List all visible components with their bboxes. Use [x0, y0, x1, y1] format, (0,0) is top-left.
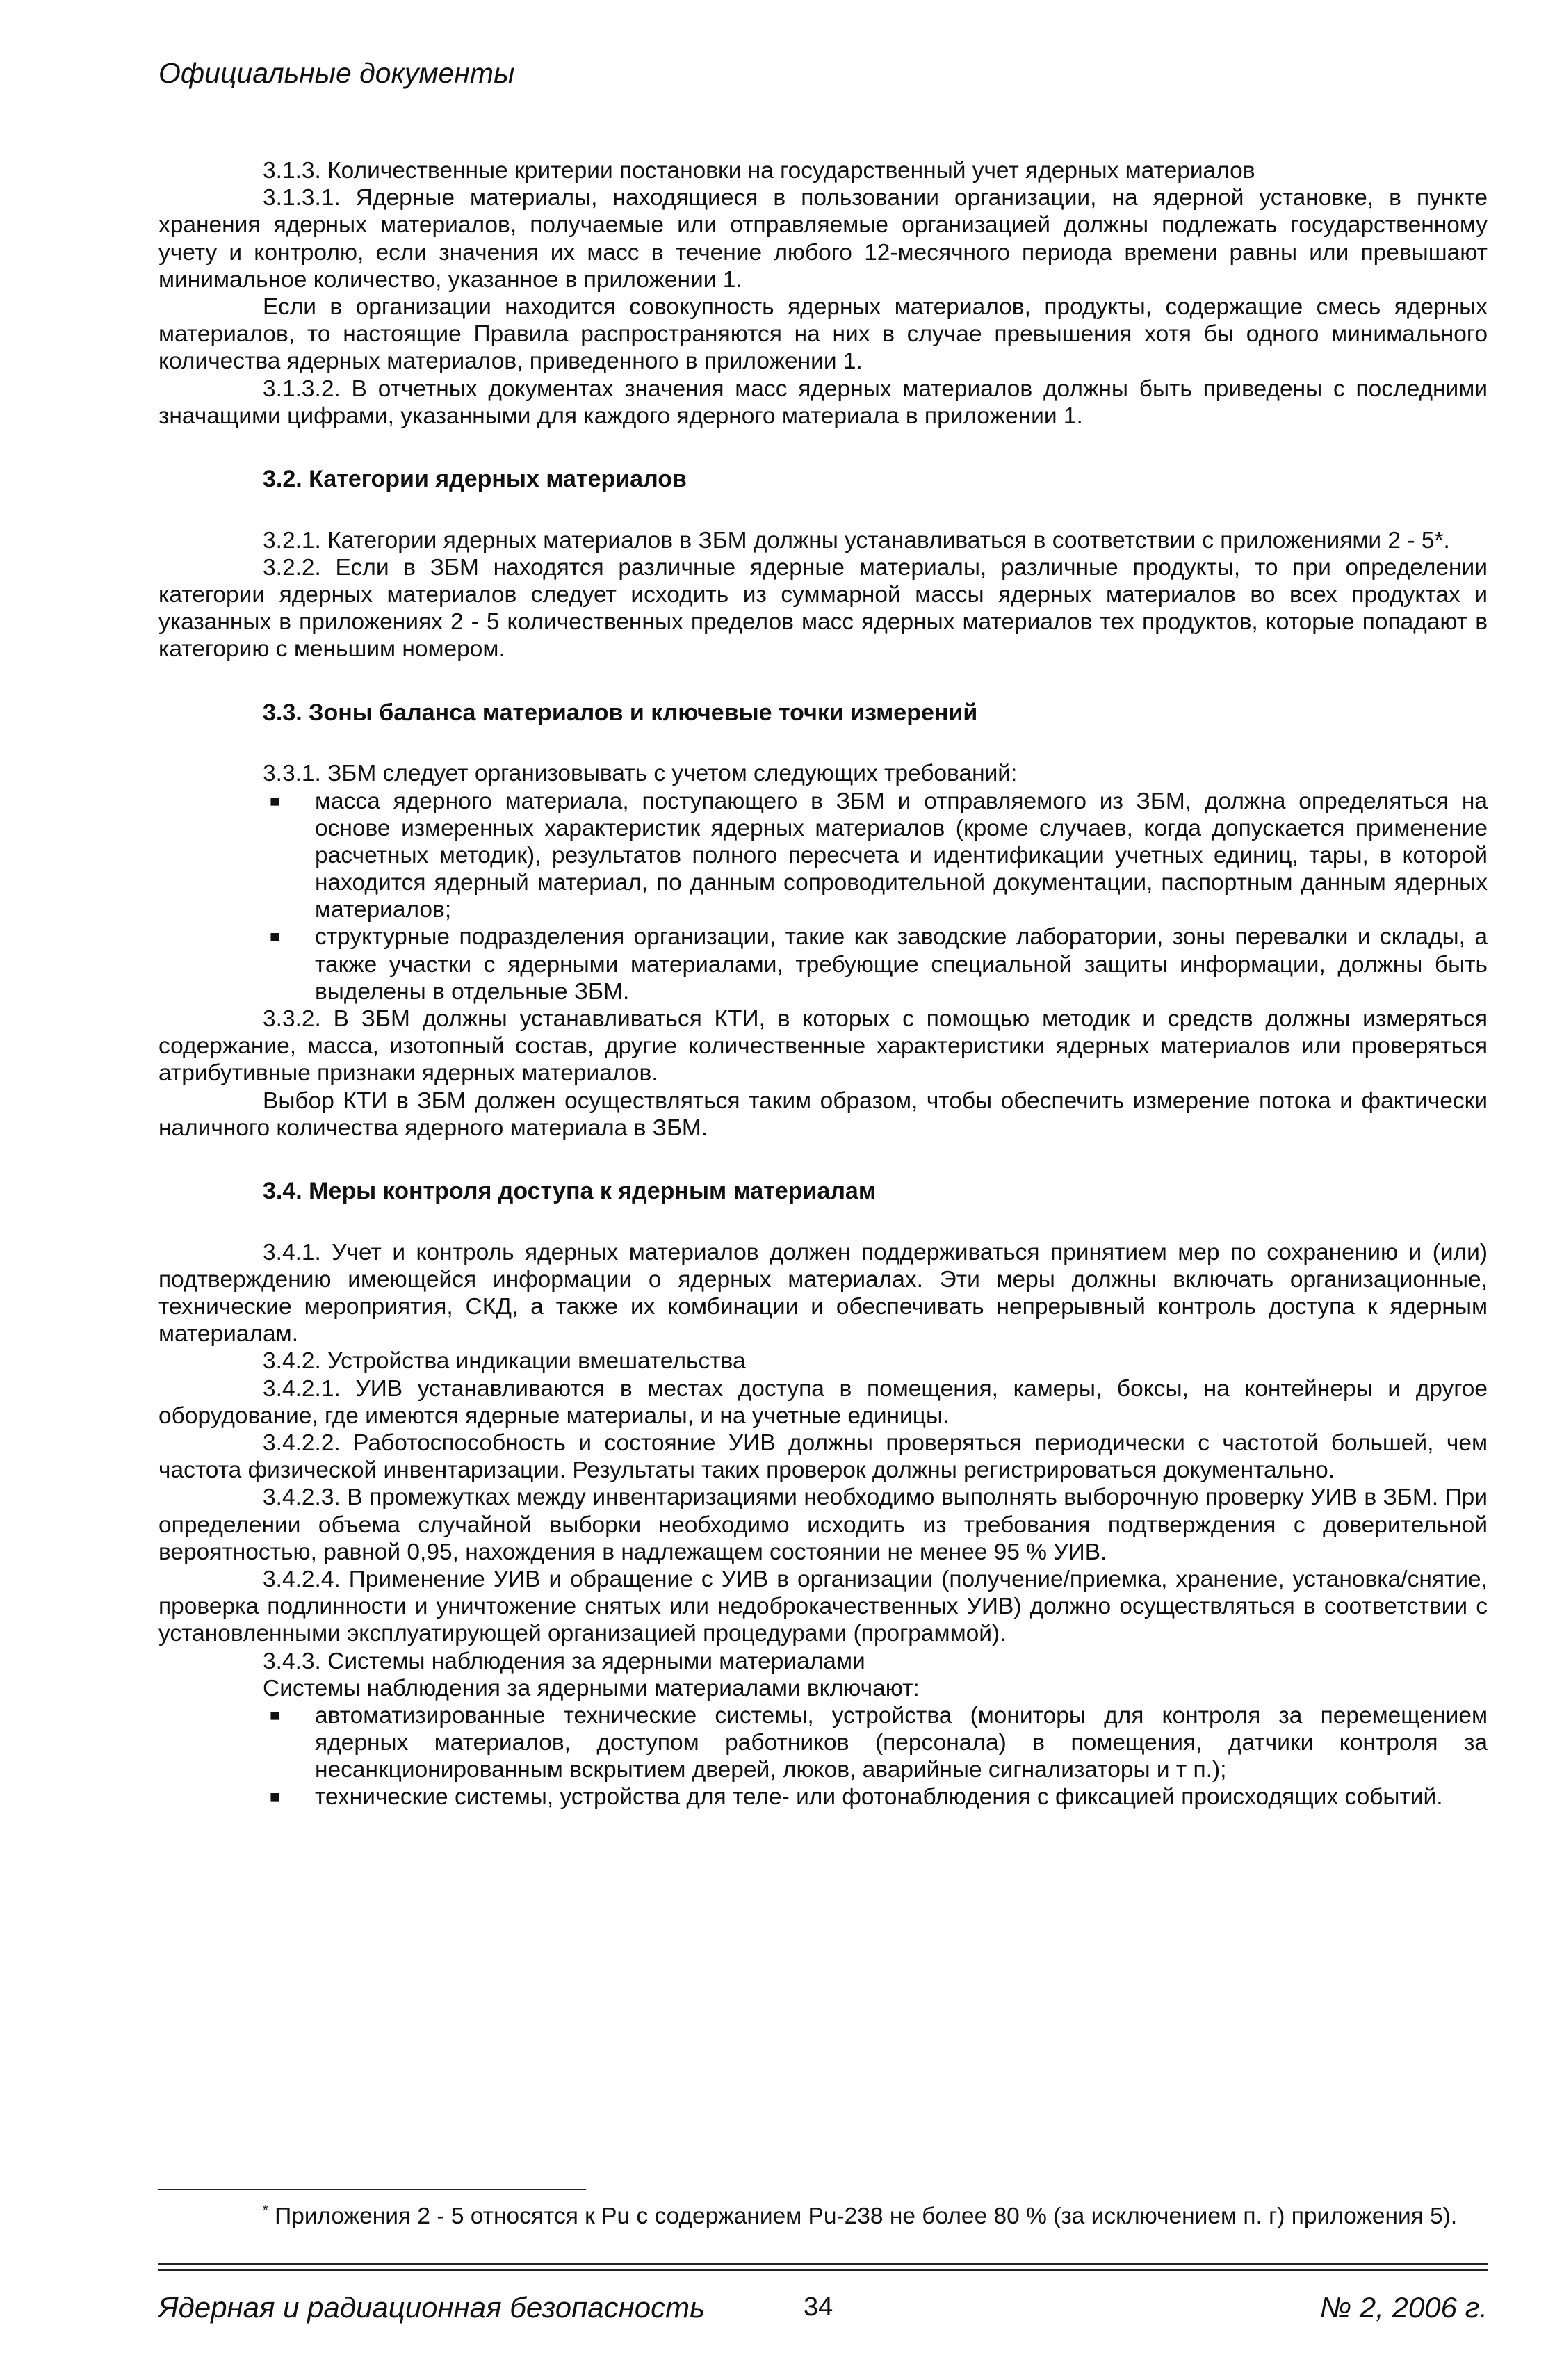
paragraph-3-4-3: 3.4.3. Системы наблюдения за ядерными материалами	[263, 1648, 865, 1674]
bullet-icon: ■	[270, 791, 280, 811]
footnote	[158, 2203, 1488, 2230]
bullet-icon: ■	[270, 928, 280, 947]
paragraph-3-4-2-1: 3.4.2.1. УИВ устанавливаются в местах доступа в помещения, камеры, боксы, на контейнеры и другое оборудование, где имеются ядерные материалы, и на учетные единицы.	[158, 1375, 1488, 1429]
section-3-1-3-title: 3.1.3. Количественные критерии постановки на государственный учет ядерных материалов	[263, 158, 1255, 184]
page-number: 34	[804, 2292, 833, 2322]
footer-journal-title: Ядерная и радиационная безопасность	[158, 2291, 706, 2324]
bullet-icon: ■	[270, 1788, 280, 1807]
paragraph-3-2-1: 3.2.1. Категории ядерных материалов в ЗБМ должны устанавливаться в соответствии с приложениями 2 - 5*.	[263, 527, 1450, 553]
footer-issue: № 2, 2006 г.	[1319, 2291, 1488, 2324]
paragraph-3-3-2-continued: Выбор КТИ в ЗБМ должен осуществляться таким образом, чтобы обеспечить измерение потока и фактически наличного количества ядерного материала в ЗБМ.	[158, 1087, 1488, 1141]
list-item: ■ структурные подразделения организации, такие как заводские лаборатории, зоны перевалки и склады, а также участки с ядерными материалами, требующие специальной защиты информации, должны быть выделены в отдельные ЗБМ.	[270, 924, 1488, 1005]
paragraph-3-3-2: 3.3.2. В ЗБМ должны устанавливаться КТИ, в которых с помощью методик и средств должны измеряться содержание, масса, изотопный состав, другие количественные характеристики ядерных материалов или проверяться атрибутивные признаки ядерных материалов.	[158, 1006, 1488, 1087]
paragraph-3-1-3-1: 3.1.3.1. Ядерные материалы, находящиеся в пользовании организации, на ядерной установке, в пункте хранения ядерных материалов, получаемые или отправляемые организацией должны подлежать государственному учету и контролю, если значения их масс в течение любого 12-месячного периода времени равны или превышают минимальное количество, указанное в приложении 1.	[158, 185, 1488, 293]
footer-divider-thin	[158, 2269, 1488, 2271]
paragraph-3-4-1: 3.4.1. Учет и контроль ядерных материалов должен поддерживаться принятием мер по сохранению и (или) подтверждению имеющейся информации о ядерных материалах. Эти меры должны включать организационные, технические мероприятия, СКД, а также их комбинации и обеспечивать непрерывный контроль доступа к ядерным материалам.	[158, 1239, 1488, 1347]
paragraph-3-4-2-4: 3.4.2.4. Применение УИВ и обращение с УИВ в организации (получение/приемка, хранение, установка/снятие, проверка подлинности и уничтожение снятых или недоброкачественных УИВ) должно осуществляться в соответствии с установленными эксплуатирующей организацией процедурами (программой).	[158, 1566, 1488, 1647]
paragraph-3-4-2: 3.4.2. Устройства индикации вмешательства	[263, 1348, 746, 1375]
list-3-3-1	[158, 788, 1488, 1006]
paragraph-3-4-2-2: 3.4.2.2. Работоспособность и состояние УИВ должны проверяться периодически с частотой большей, чем частота физической инвентаризации. Результаты таких проверок должны регистрироваться документально.	[158, 1430, 1488, 1484]
bullet-icon: ■	[270, 1706, 280, 1725]
paragraph-3-4-2-3: 3.4.2.3. В промежутках между инвентаризациями необходимо выполнять выборочную проверку УИВ в ЗБМ. При определении объема случайной выборки необходимо исходить из требования подтверждения с доверительной вероятностью, равной 0,95, нахождения в надлежащем состоянии не менее 95 % УИВ.	[158, 1484, 1488, 1565]
footer-divider-thick	[158, 2263, 1488, 2265]
document-body	[158, 157, 1488, 1811]
heading-3-4: 3.4. Меры контроля доступа к ядерным материалам	[263, 1177, 876, 1204]
page-header-title: Официальные документы	[158, 57, 515, 89]
footnote-mark: *	[263, 2203, 268, 2218]
paragraph-3-1-3-2: 3.1.3.2. В отчетных документах значения масс ядерных материалов должны быть приведены с последними значащими цифрами, указанными для каждого ядерного материала в приложении 1.	[158, 375, 1488, 429]
heading-3-3: 3.3. Зоны баланса материалов и ключевые точки измерений	[263, 699, 978, 726]
paragraph-3-4-3-intro: Системы наблюдения за ядерными материалами включают:	[263, 1675, 920, 1701]
list-item: ■ технические системы, устройства для теле- или фотонаблюдения с фиксацией происходящих событий.	[270, 1784, 1443, 1811]
list-item: ■ автоматизированные технические системы, устройства (мониторы для контроля за перемещением ядерных материалов, доступом работников (персонала) в помещения, датчики контроля за несанкционированным вскрытием дверей, люков, аварийные сигнализаторы и т п.);	[270, 1702, 1488, 1783]
footnote-divider	[158, 2189, 586, 2190]
heading-3-2: 3.2. Категории ядерных материалов	[263, 465, 687, 492]
list-3-4-3	[158, 1702, 1488, 1811]
paragraph-3-1-3-1-continued: Если в организации находится совокупность ядерных материалов, продукты, содержащие смесь ядерных материалов, то настоящие Правила распространяются на них в случае превышения хотя бы одного минимального количества ядерных материалов, приведенного в приложении 1.	[158, 293, 1488, 375]
paragraph-3-3-1: 3.3.1. ЗБМ следует организовывать с учетом следующих требований:	[263, 761, 1018, 787]
footnote-text: Приложения 2 - 5 относятся к Pu с содержанием Pu-238 не более 80 % (за исключением п. г) приложения 5).	[275, 2203, 1458, 2229]
list-item: ■ масса ядерного материала, поступающего в ЗБМ и отправляемого из ЗБМ, должна определяться на основе измеренных характеристик ядерных материалов (кроме случаев, когда допускается применение расчетных методик), результатов полного пересчета и идентификации учетных единиц, тары, в которой находится ядерный материал, по данным сопроводительной документации, паспортным данным ядерных материалов;	[270, 788, 1488, 923]
paragraph-3-2-2: 3.2.2. Если в ЗБМ находятся различные ядерные материалы, различные продукты, то при определении категории ядерных материалов следует исходить из суммарной массы ядерных материалов во всех продуктах и указанных в приложениях 2 - 5 количественных пределов масс ядерных материалов тех продуктов, которые попадают в категорию с меньшим номером.	[158, 554, 1488, 663]
